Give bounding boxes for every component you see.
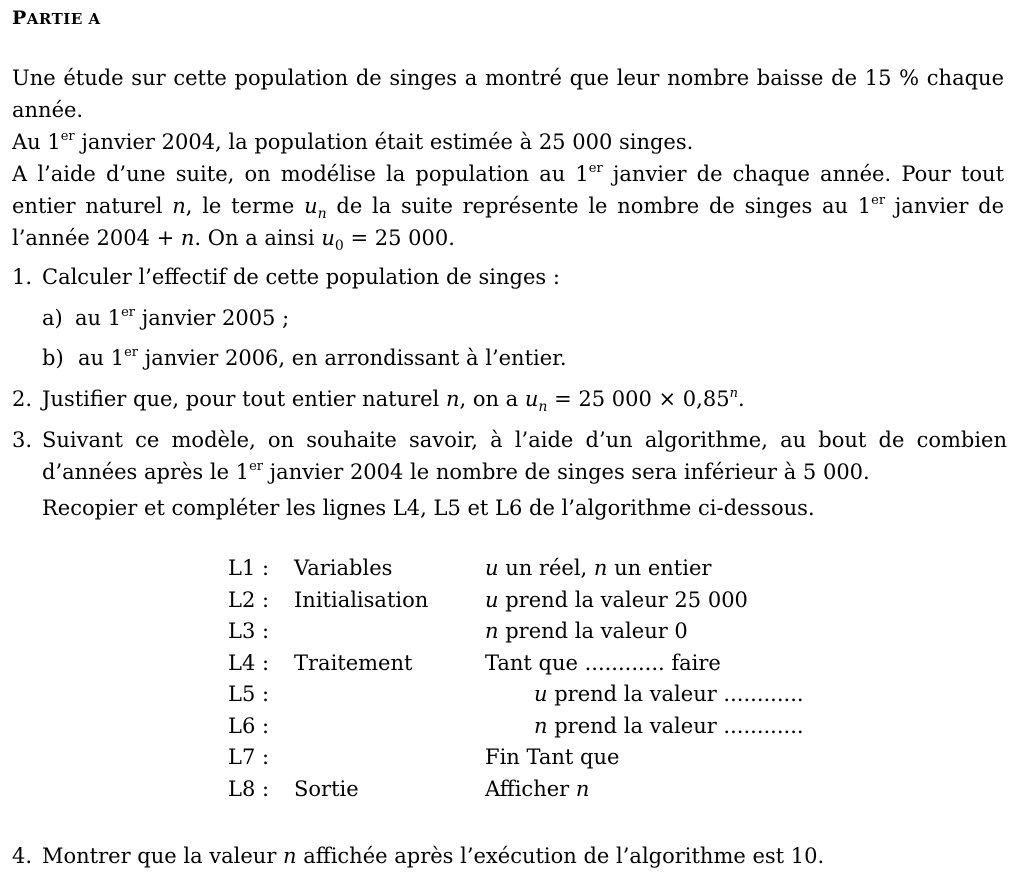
question-text xyxy=(42,383,1007,415)
instruction xyxy=(485,616,688,648)
text: un entier xyxy=(607,556,712,580)
math-var: n xyxy=(593,556,608,580)
question-1 xyxy=(12,261,1007,293)
question-1b xyxy=(42,342,1017,374)
intro-text: janvier de l’année 2004 + xyxy=(12,194,1005,250)
math-var: u xyxy=(304,194,318,218)
text: , on a xyxy=(459,387,525,411)
title-initial: P xyxy=(12,7,27,29)
algorithm-row xyxy=(228,585,868,617)
math-var: u xyxy=(534,682,548,706)
text: Afficher xyxy=(485,776,576,801)
text: Montrer que la valeur xyxy=(42,844,284,868)
line-number: L8 : xyxy=(228,776,270,801)
section-label: Sortie xyxy=(294,776,359,801)
intro-text: = 25 000. xyxy=(343,226,455,250)
text: prend la valeur 0 xyxy=(498,619,688,643)
intro-text: Au 1 xyxy=(12,130,61,154)
title-rest: ARTIE A xyxy=(26,10,101,28)
math-var: u xyxy=(485,556,499,580)
line-number: L3 : xyxy=(228,619,270,643)
text: un réel, xyxy=(498,556,594,580)
math-var: n xyxy=(534,713,548,738)
intro-text: . On a ainsi xyxy=(194,226,322,250)
ordinal-sup: er xyxy=(249,459,263,474)
text: prend la valeur 25 000 xyxy=(498,587,748,612)
question-text: Calculer l’effectif de cette population de singes : xyxy=(42,265,560,289)
question-text xyxy=(42,424,1007,488)
instruction xyxy=(485,553,711,585)
question-1a xyxy=(42,302,1017,334)
subquestion-text xyxy=(75,302,1017,334)
question-number: 2. xyxy=(12,387,33,411)
subquestion-label: b) xyxy=(42,346,64,370)
math-var: u xyxy=(485,587,499,612)
ordinal-sup: er xyxy=(121,305,136,320)
intro-text: A l’aide d’une suite, on modélise la population au 1 xyxy=(12,162,589,186)
subquestion-label: a) xyxy=(42,306,63,330)
math-subscript: 0 xyxy=(334,238,344,254)
text: = 25 000 × 0,85 xyxy=(547,387,730,411)
math-var: u xyxy=(321,226,335,250)
math-var: n xyxy=(485,619,499,643)
intro-paragraph-1: Une étude sur cette population de singes a montré que leur nombre baisse de 15 % chaque année. xyxy=(12,66,1004,122)
intro-text: de la suite représente le nombre de singes au 1 xyxy=(326,194,872,218)
ordinal-sup: er xyxy=(871,193,886,208)
line-number: L6 : xyxy=(228,713,270,738)
text: Suivant ce modèle, on souhaite savoir, à l’aide d’un algorithme, au bout de combien d’années après le 1 xyxy=(42,428,1007,484)
section-title xyxy=(12,2,101,35)
math-var: n xyxy=(172,194,186,218)
algorithm-row xyxy=(228,679,868,711)
math-var: n xyxy=(180,226,195,250)
intro-paragraph-2 xyxy=(12,126,1004,158)
instruction xyxy=(485,585,748,617)
problem-intro xyxy=(12,62,1004,254)
math-var: n xyxy=(283,844,297,868)
algorithm-row xyxy=(228,616,868,648)
math-var: n xyxy=(445,387,460,411)
line-number: L1 : xyxy=(228,556,270,580)
text: prend la valeur ............ xyxy=(547,682,804,706)
line-number: L4 : xyxy=(228,650,270,675)
algorithm-row xyxy=(228,774,868,806)
text: au 1 xyxy=(78,346,125,370)
math-exponent: n xyxy=(729,386,738,401)
math-var: u xyxy=(524,387,539,411)
algorithm-row xyxy=(228,742,868,774)
question-instruction: Recopier et compléter les lignes L4, L5 et L6 de l’algorithme ci-dessous. xyxy=(42,496,815,520)
text: janvier 2005 ; xyxy=(135,306,290,330)
question-3 xyxy=(12,424,1007,524)
question-number: 1. xyxy=(12,265,33,289)
math-var: n xyxy=(575,776,590,801)
ordinal-sup: er xyxy=(60,129,75,144)
text: prend la valeur ............ xyxy=(547,713,804,738)
intro-paragraph-3 xyxy=(12,158,1004,254)
text: . xyxy=(737,387,745,411)
instruction: Fin Tant que xyxy=(485,745,620,769)
line-number: L5 : xyxy=(228,682,270,706)
instruction xyxy=(485,774,589,806)
math-subscript: n xyxy=(538,399,548,415)
question-4 xyxy=(12,840,1007,872)
algorithm-row xyxy=(228,648,868,680)
question-text xyxy=(42,840,1007,872)
line-number: L2 : xyxy=(228,587,270,612)
text: Justifier que, pour tout entier naturel xyxy=(42,387,446,411)
text: janvier 2004 le nombre de singes sera inférieur à 5 000. xyxy=(262,460,870,484)
section-label: Variables xyxy=(294,556,393,580)
math-subscript: n xyxy=(317,206,327,222)
intro-text: janvier 2004, la population était estimée à 25 000 singes. xyxy=(74,130,694,154)
instruction: Tant que ............ faire xyxy=(485,650,721,675)
question-number: 3. xyxy=(12,428,33,452)
question-2 xyxy=(12,383,1007,415)
text: affichée après l’exécution de l’algorithme est 10. xyxy=(296,844,825,868)
question-number: 4. xyxy=(12,844,33,868)
algorithm-table xyxy=(228,553,868,805)
subquestion-text xyxy=(78,342,1017,374)
text: janvier 2006, en arrondissant à l’entier. xyxy=(138,346,567,370)
section-label: Traitement xyxy=(294,650,413,675)
intro-text: , le terme xyxy=(185,194,305,218)
text: au 1 xyxy=(75,306,122,330)
algorithm-row xyxy=(228,553,868,585)
instruction xyxy=(534,679,804,711)
line-number: L7 : xyxy=(228,745,270,769)
algorithm-row xyxy=(228,711,868,743)
instruction xyxy=(534,711,804,743)
ordinal-sup: er xyxy=(588,161,603,176)
intro-text: janvier de chaque année. Pour tout entier naturel xyxy=(12,162,1005,218)
ordinal-sup: er xyxy=(124,345,139,360)
section-label: Initialisation xyxy=(294,587,429,612)
